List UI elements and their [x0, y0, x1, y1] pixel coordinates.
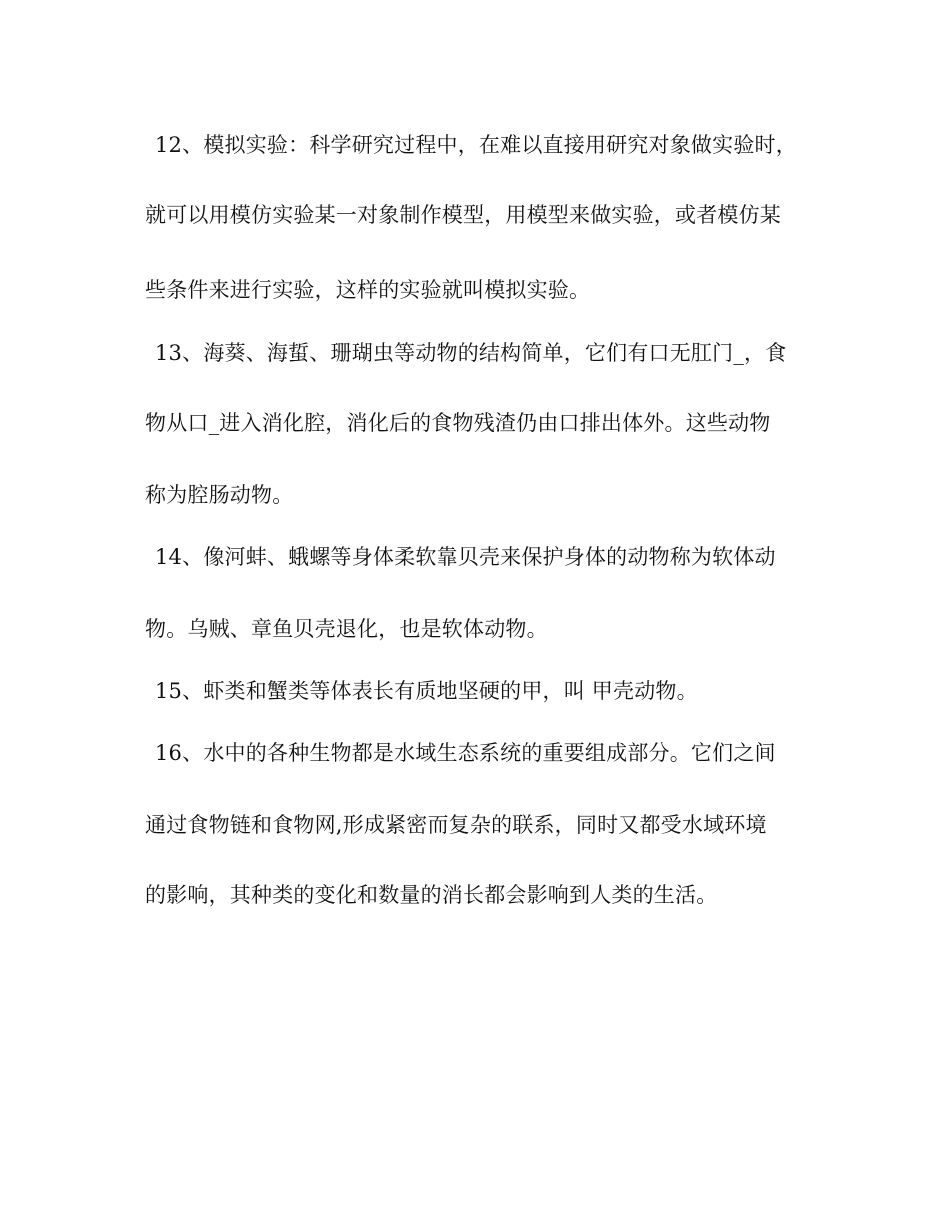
- item-15-line-1: 15、虾类和蟹类等体表长有质地坚硬的甲，叫 甲壳动物。: [155, 679, 698, 703]
- item-16-line-2: 通过食物链和食物网,形成紧密而复杂的联系，同时又都受水域环境: [145, 813, 767, 837]
- item-12-line-1: 12、模拟实验：科学研究过程中，在难以直接用研究对象做实验时，: [155, 133, 797, 157]
- item-14-line-1: 14、像河蚌、蛾螺等身体柔软靠贝壳来保护身体的动物称为软体动: [155, 545, 776, 569]
- item-12-line-3: 些条件来进行实验，这样的实验就叫模拟实验。: [145, 278, 591, 302]
- item-16-line-3: 的影响，其种类的变化和数量的消长都会影响到人类的生活。: [145, 883, 718, 907]
- item-13-line-1: 13、海葵、海蜇、珊瑚虫等动物的结构简单，它们有口无肛门_，食: [155, 341, 787, 365]
- item-16-line-1: 16、水中的各种生物都是水域生态系统的重要组成部分。它们之间: [155, 741, 776, 765]
- item-14-line-2: 物。乌贼、章鱼贝壳退化，也是软体动物。: [145, 617, 548, 641]
- item-13-line-2: 物从口_进入消化腔，消化后的食物残渣仍由口排出体外。这些动物: [145, 411, 771, 435]
- item-12-line-2: 就可以用模仿实验某一对象制作模型，用模型来做实验，或者模仿某: [145, 203, 781, 227]
- item-13-line-3: 称为腔肠动物。: [145, 483, 294, 507]
